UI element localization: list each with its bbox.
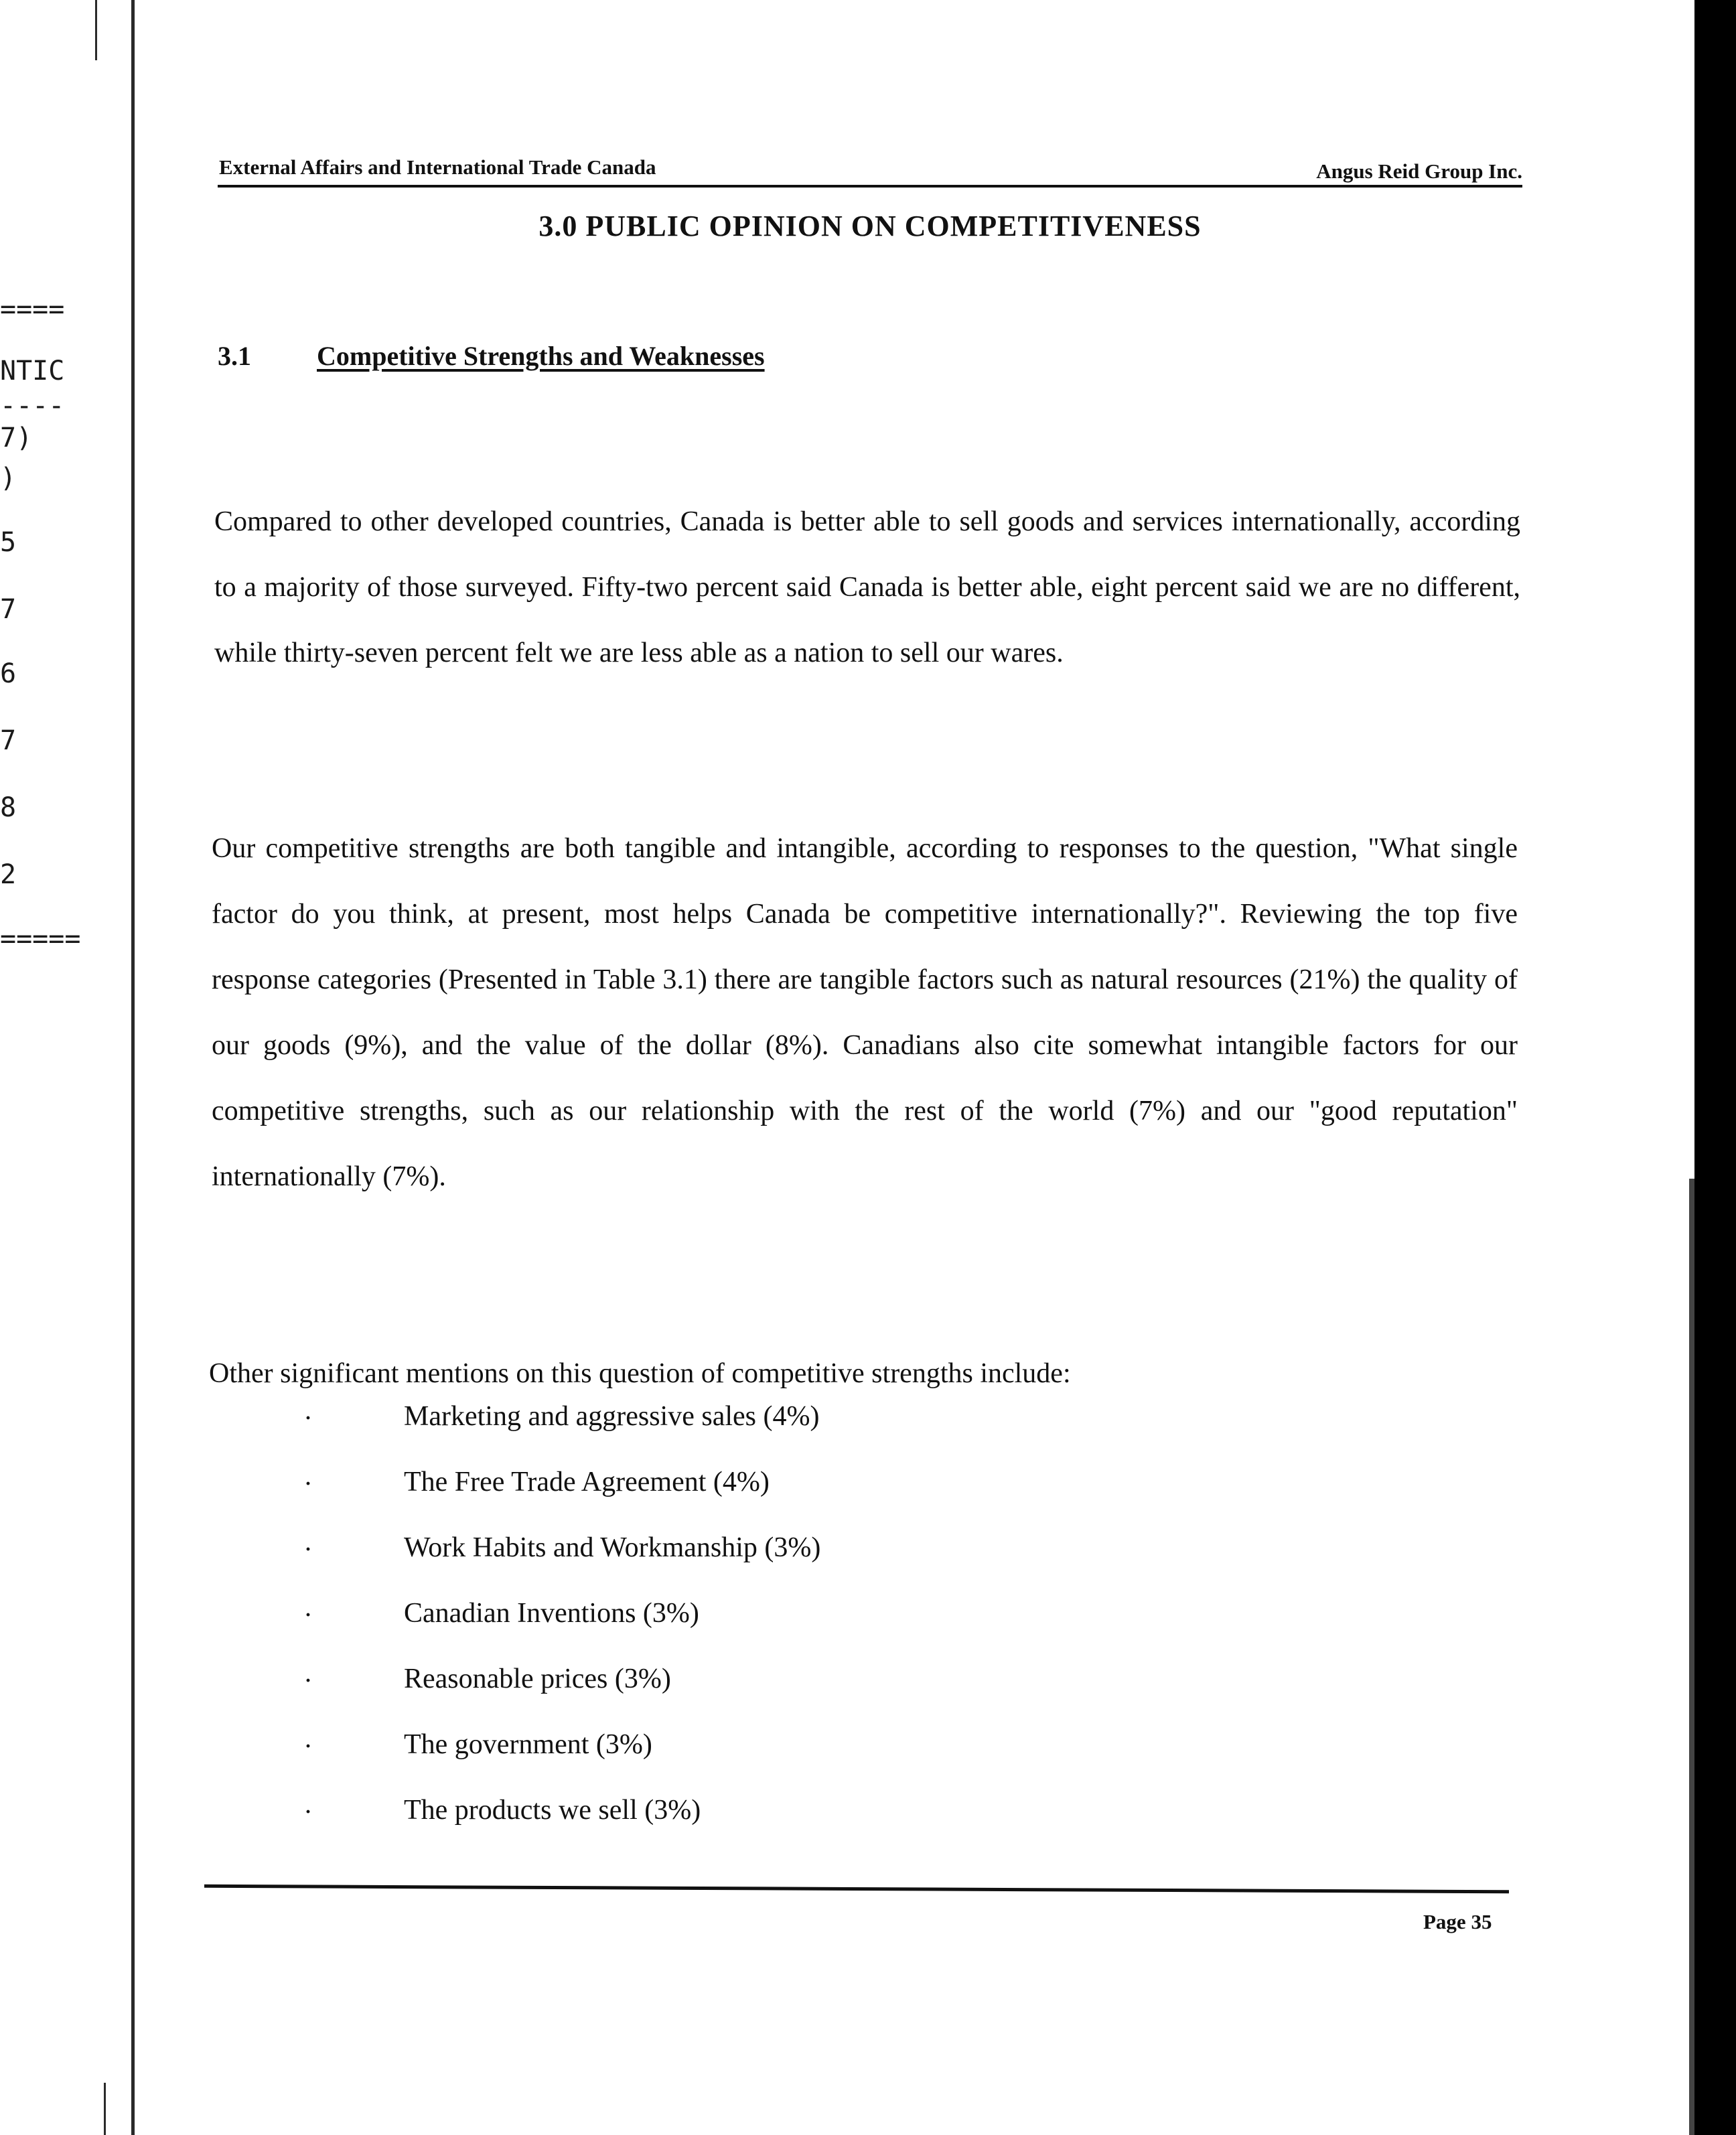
- margin-bleed-line: ): [0, 463, 17, 494]
- bullet-icon: ·: [305, 1670, 312, 1692]
- bullet-icon: ·: [305, 1538, 312, 1561]
- body-paragraph: Other significant mentions on this question of competitive strengths include:: [209, 1358, 1071, 1389]
- strengths-list: [305, 1384, 1376, 1843]
- binding-rule: [131, 0, 135, 2135]
- bullet-icon: ·: [305, 1473, 312, 1495]
- list-item: [305, 1712, 1376, 1777]
- list-item-text: Reasonable prices (3%): [404, 1664, 671, 1694]
- page-header: [218, 143, 1522, 188]
- margin-bleed-line: 7): [0, 423, 33, 453]
- list-item-text: The Free Trade Agreement (4%): [404, 1467, 770, 1497]
- bullet-icon: ·: [305, 1735, 312, 1758]
- margin-bleed-line: 5: [0, 527, 17, 558]
- list-item: [305, 1449, 1376, 1515]
- list-item: [305, 1646, 1376, 1712]
- header-organization: External Affairs and International Trade Canada: [219, 155, 656, 179]
- footer-rule: [204, 1885, 1509, 1893]
- bullet-icon: ·: [305, 1801, 312, 1824]
- margin-bleed-line: 7: [0, 594, 17, 625]
- margin-bleed-line: =====: [0, 924, 81, 954]
- list-item: [305, 1580, 1376, 1646]
- section-title: Competitive Strengths and Weaknesses: [317, 341, 765, 371]
- chapter-title: 3.0 PUBLIC OPINION ON COMPETITIVENESS: [538, 210, 1202, 242]
- margin-bleed-line: NTIC: [0, 356, 65, 386]
- bullet-icon: ·: [305, 1407, 312, 1430]
- list-item-text: The government (3%): [404, 1729, 652, 1760]
- binding-mark: [104, 2083, 106, 2135]
- margin-bleed-line: ----: [0, 390, 65, 421]
- body-paragraph: Our competitive strengths are both tangible and intangible, according to responses to the question, "What single factor do you think, at present, most helps Canada be competitive internationally?". Reviewing the top five response categories (Presented in Table 3.1) there are tangible factors such as natural resources (21%) the quality of our goods (9%), and the value of the dollar (8%). Canadians also cite somewhat intangible factors for our competitive strengths, such as our relationship with the rest of the world (7%) and our "good reputation" internationally (7%).: [212, 833, 1518, 1192]
- margin-bleed-line: 2: [0, 859, 17, 890]
- section-number: 3.1: [218, 341, 251, 371]
- page-number: Page 35: [1423, 1910, 1492, 1933]
- list-item-text: The products we sell (3%): [404, 1795, 701, 1826]
- margin-bleed-line: ====: [0, 294, 65, 325]
- list-item-text: Work Habits and Workmanship (3%): [404, 1532, 821, 1563]
- list-item-text: Marketing and aggressive sales (4%): [404, 1401, 820, 1432]
- list-item: [305, 1515, 1376, 1580]
- header-author: Angus Reid Group Inc.: [1316, 159, 1522, 183]
- body-paragraph: Compared to other developed countries, Canada is better able to sell goods and services internationally, according to a majority of those surveyed. Fifty-two percent said Canada is better able, eight percent said we are no different, while thirty-seven percent felt we are less able as a nation to sell our wares.: [214, 506, 1520, 668]
- scan-edge-shadow: [1689, 1179, 1694, 2135]
- list-item: [305, 1384, 1376, 1449]
- bullet-icon: ·: [305, 1604, 312, 1627]
- section-heading: [218, 340, 765, 372]
- margin-bleed: [0, 0, 134, 2135]
- binding-mark: [95, 0, 97, 60]
- margin-bleed-line: 8: [0, 792, 17, 823]
- list-item: [305, 1777, 1376, 1843]
- margin-bleed-line: 6: [0, 658, 17, 689]
- scan-edge: [1694, 0, 1736, 2135]
- list-item-text: Canadian Inventions (3%): [404, 1598, 699, 1629]
- margin-bleed-line: 7: [0, 725, 17, 756]
